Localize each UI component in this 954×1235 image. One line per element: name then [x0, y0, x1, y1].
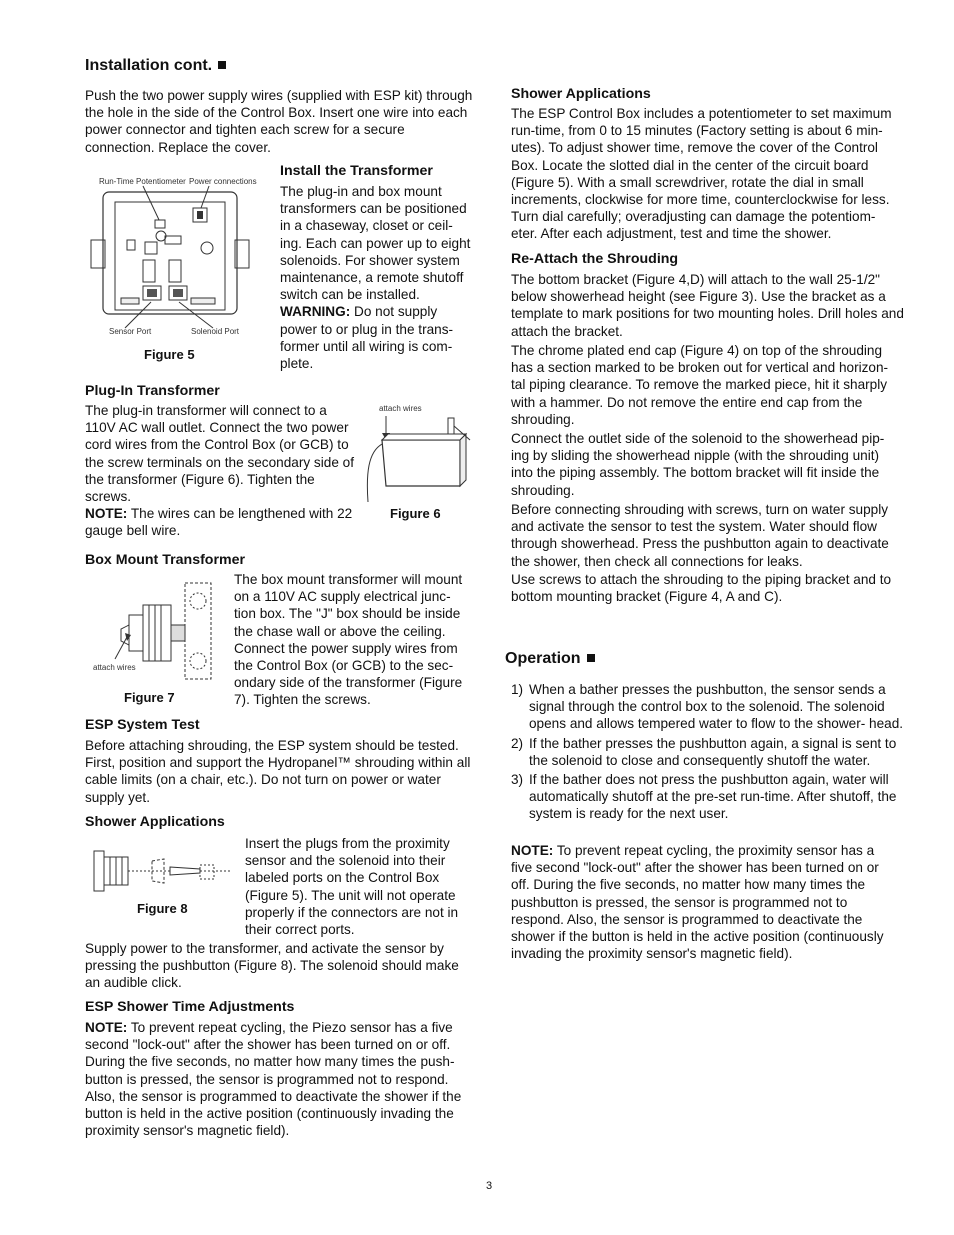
shower-apps-left-heading: Shower Applications — [85, 814, 225, 830]
shower-apps-right-heading: Shower Applications — [511, 86, 651, 102]
time-adj-heading: ESP Shower Time Adjustments — [85, 999, 295, 1015]
reattach-p4: Before connecting shrouding with screws, turn on water supply and activate the sensor to test the system. Water should flow through showerhead. Press the pushbutton again to deactivate the shower, then check all connections for leaks. — [511, 502, 889, 569]
reattach-heading: Re-Attach the Shrouding — [511, 251, 679, 267]
figure-8-caption: Figure 8 — [137, 901, 188, 916]
install-transformer-heading: Install the Transformer — [280, 163, 433, 179]
system-test-para: Before attaching shrouding, the ESP system should be tested. First, position and support the Hydropanel™ shrouding within all cable limits (on a chair, etc.). Do not turn on power or water supply yet. — [85, 738, 471, 805]
plug-in-heading: Plug-In Transformer — [85, 383, 220, 399]
operation-heading: Operation — [505, 650, 595, 668]
installation-para: Push the two power supply wires (supplied with ESP kit) through the hole in the side of the Control Box. Insert one wire into each power connector and tighten each screw for a secure connection. Replace the cover. — [85, 88, 473, 155]
reattach-p2: The chrome plated end cap (Figure 4) on top of the shrouding has a section marked to be broken out for vertical and horizon- tal piping clearance. To remove the marked piece, hit it sharply with a hammer. Do not remove the entire end cap from the shrouding. — [511, 343, 889, 427]
figure-5-caption: Figure 5 — [144, 347, 195, 362]
figure-7-caption: Figure 7 — [124, 690, 175, 705]
system-test-heading: ESP System Test — [85, 717, 200, 733]
figure-6-caption: Figure 6 — [390, 506, 441, 521]
figure-5-label-sensor-port: Sensor Port — [109, 327, 152, 336]
box-mount-heading: Box Mount Transformer — [85, 552, 246, 568]
operation-item: 1) When a bather presses the pushbutton, the sensor sends a signal through the control box to the solenoid. The solenoid opens and allows tempered water to flow to the shower- head. — [511, 682, 904, 732]
reattach-p1: The bottom bracket (Figure 4,D) will attach to the wall 25-1/2" below showerhead height (see Figure 3). Use the bracket as a template to mark positions for two mounting holes. Drill holes and attach the bracket. — [511, 272, 904, 339]
box-mount-para: The box mount transformer will mount on a 110V AC supply electrical junc- tion box. The "J" box should be inside the chase wall or above the ceiling. Connect the power supply wires from the Control Box (or GCB) to the sec- ondary side of the transformer (Figure 7). Tighten the screws. — [234, 572, 463, 708]
operation-list — [511, 681, 904, 825]
reattach-p5: Use screws to attach the shrouding to the piping bracket and to bottom mounting bracket (Figure 4, A and C). — [511, 572, 892, 605]
operation-note: NOTE: To prevent repeat cycling, the proximity sensor has a five second "lock-out" after the shower has been turned on or off. During the five seconds, no matter how many times the pushbutton is pressed, the sensor is programmed not to respond. Also, the sensor is programmed to deactivate the shower if the button is held in the active position (continuously invading the proximity sensor's magnetic field). — [511, 843, 884, 962]
time-adj-note: NOTE: To prevent repeat cycling, the Piezo sensor has a five second "lock-out" after the shower has been turned on or off. During the five seconds, no matter how many times the push- button is pressed, the sensor is programmed not to respond. Also, the sensor is programmed to deactivate the shower if the button is held in the active position (continuously invading the proximity sensor's magnetic field). — [85, 1020, 462, 1139]
figure-6-label: attach wires — [379, 404, 422, 413]
plug-in-para: The plug-in transformer will connect to a 110V AC wall outlet. Connect the two power cord wires from the Control Box (or GCB) to the screw terminals on the secondary side of the transformer (Figure 6). Tighten the screws. NOTE: The wires can be lengthened with 22 gauge bell wire. — [85, 403, 354, 539]
operation-item: 3) If the bather does not press the pushbutton again, water will automatically shutoff at the pre-set run-time. After shutoff, the system is ready for the next user. — [511, 772, 897, 822]
figure-5-label-power: Power connections — [189, 177, 257, 186]
shower-apps-left-para: Insert the plugs from the proximity sensor and the solenoid into their labeled ports on the Control Box (Figure 5). The unit will not operate properly if the connectors are not in their correct ports. — [245, 836, 459, 938]
reattach-p3: Connect the outlet side of the solenoid to the showerhead pip- ing by sliding the showerhead nipple (with the shrouding unit) into the piping assembly. The bottom bracket will fit inside the shrouding. — [511, 431, 885, 498]
page-number: 3 — [486, 1180, 493, 1192]
figure-5-control-box — [85, 170, 275, 340]
figure-7-label: attach wires — [93, 663, 136, 672]
figure-5-label-runtime: Run-Time Potentiometer — [99, 177, 186, 186]
figure-6-plug-in-transformer — [362, 400, 477, 505]
figure-8-pushbutton — [90, 843, 240, 898]
figure-5-label-solenoid-port: Solenoid Port — [191, 327, 240, 336]
install-transformer-para: The plug-in and box mount transformers can be positioned in a chaseway, closet or ceil- ing. Each can power up to eight solenoids. For shower system maintenance, a remote shutoff switch can be installed. WARNING: Do not supply power to or plug in the trans- former until all wiring is com- plete. — [280, 184, 471, 372]
figure-7-box-mount-transformer — [85, 575, 230, 680]
installation-heading: Installation cont. — [85, 57, 226, 75]
shower-apps-left-para2: Supply power to the transformer, and activate the sensor by pressing the pushbutton (Figure 8). The solenoid should make an audible click. — [85, 941, 459, 991]
shower-apps-right-para: The ESP Control Box includes a potentiometer to set maximum run-time, from 0 to 15 minutes (Factory setting is about 6 min- utes). To adjust shower time, remove the cover of the Control Box. Locate the slotted dial in the center of the circuit board (Figure 5). With a small screwdriver, rotate the dial in small increments, clockwise for more time, counterclockwise for less. Turn dial carefully; overadjusting can damage the potentiom- eter. After each adjustment, test and time the shower. — [511, 106, 892, 242]
operation-item: 2) If the bather presses the pushbutton again, a signal is sent to the solenoid to close and consequently shutoff the water. — [511, 735, 897, 768]
